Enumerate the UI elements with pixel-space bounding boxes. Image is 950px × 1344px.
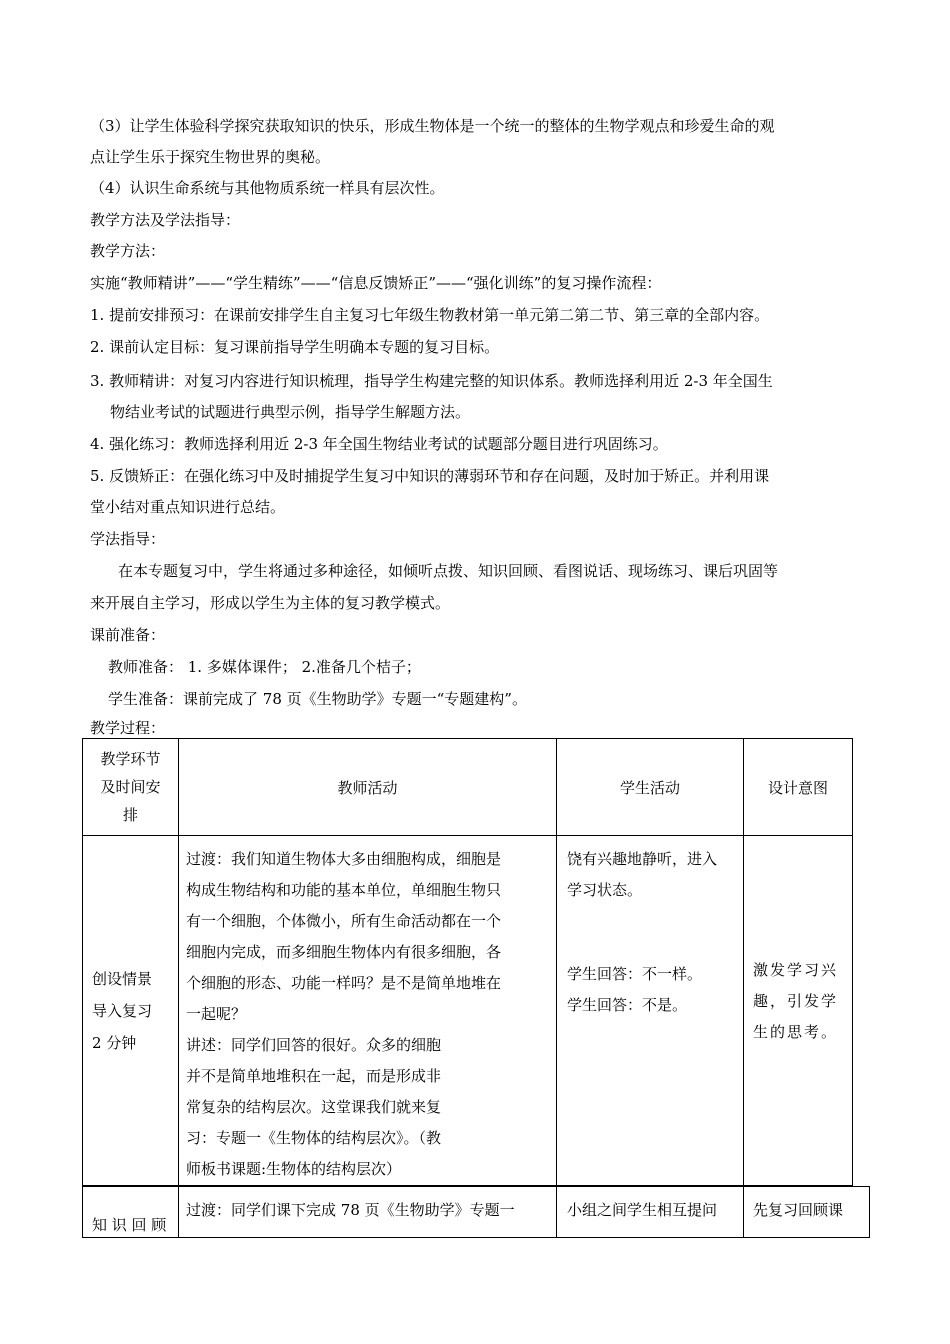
p16-heading: 教学过程： [90,719,166,737]
header-stage-line: 排 [122,806,138,824]
teacher-line: 细胞内完成，而多细胞生物体内有很多细胞，各 [186,943,502,961]
p7: 2. 课前认定目标：复习课前指导学生明确本专题的复习目标。 [90,338,500,356]
teacher-line: 过渡：我们知道生物体大多由细胞构成，细胞是 [186,850,502,868]
p11-heading: 学法指导： [90,530,166,548]
lesson-process-table-row2 [82,1186,870,1238]
intent-line: 趣，引发学 [753,992,839,1010]
p5: 实施“教师精讲”——“学生精练”——“信息反馈矫正”——“强化训练”的复习操作流程： [90,274,662,292]
header-stage-line: 及时间安 [100,778,161,796]
p1-cont: 点让学生乐于探究生物世界的奥秘。 [90,148,331,166]
design-intent-cell: 先复习回顾课 [744,1187,870,1238]
student-line: 学生回答：不是。 [567,996,688,1014]
stage-line: 创设情景 [92,969,153,988]
p10: 5. 反馈矫正：在强化练习中及时捕捉学生复习中知识的薄弱环节和存在问题，及时加于矫正。并利用课 [90,467,770,485]
teacher-line: 个细胞的形态、功能一样吗？是不是简单地堆在 [186,974,502,992]
p8-cont: 物结业考试的试题进行典型示例，指导学生解题方法。 [110,403,471,421]
stage-cell: 知 识 回 顾 [83,1187,179,1238]
intent-line: 激发学习兴 [753,961,839,979]
p12: 在本专题复习中，学生将通过多种途径，如倾听点拨、知识回顾、看图说话、现场练习、课后巩固等 [118,562,779,580]
stage-line: 2 分钟 [92,1033,137,1052]
teacher-activity-cell: 过渡：同学们课下完成 78 页《生物助学》专题一 [179,1187,557,1238]
student-line: 学习状态。 [567,881,643,899]
p15: 学生准备：课前完成了 78 页《生物助学》专题一“专题建构”。 [108,690,527,708]
lesson-process-table [82,738,853,1186]
teacher-line: 常复杂的结构层次。这堂课我们就来复 [186,1098,442,1116]
p8: 3. 教师精讲：对复习内容进行知识梳理，指导学生构建完整的知识体系。教师选择利用近 2-3 年全国生 [90,372,773,390]
p10-cont: 堂小结对重点知识进行总结。 [90,498,286,516]
teacher-line: 师板书课题:生物体的结构层次） [186,1160,402,1178]
table-row [83,1187,870,1238]
header-teacher-activity: 教师活动 [179,739,557,836]
teacher-line: 一起呢？ [186,1005,247,1023]
table-header-row [83,739,853,836]
table-row [83,836,853,1186]
teacher-line: 习：专题一《生物体的结构层次》。（教 [186,1129,442,1147]
teacher-line: 构成生物结构和功能的基本单位，单细胞生物只 [186,881,502,899]
student-line: 饶有兴趣地静听，进入 [567,850,718,868]
header-stage [83,739,179,836]
p12-cont: 来开展自主学习，形成以学生为主体的复习教学模式。 [90,594,451,612]
p2: （4）认识生命系统与其他物质系统一样具有层次性。 [90,179,445,197]
p6: 1. 提前安排预习：在课前安排学生自主复习七年级生物教材第一单元第二第二节、第三章的全部内容。 [90,306,770,324]
teacher-activity-cell [179,836,557,1186]
p14: 教师准备： 1. 多媒体课件； 2.准备几个桔子； [108,658,421,676]
student-line: 学生回答：不一样。 [567,965,703,983]
design-intent-cell [744,836,853,1186]
p3-heading: 教学方法及学法指导： [90,211,241,229]
header-design-intent: 设计意图 [744,739,853,836]
intent-line: 生的思考。 [753,1023,839,1041]
student-activity-cell: 小组之间学生相互提问 [557,1187,744,1238]
p1: （3）让学生体验科学探究获取知识的快乐，形成生物体是一个统一的整体的生物学观点和珍爱生命的观 [90,117,775,135]
p9: 4. 强化练习：教师选择利用近 2-3 年全国生物结业考试的试题部分题目进行巩固练习。 [90,435,668,453]
stage-line: 导入复习 [92,1001,153,1020]
teacher-line: 有一个细胞，个体微小，所有生命活动都在一个 [186,912,502,930]
teacher-line: 并不是简单地堆积在一起，而是形成非 [186,1067,442,1085]
student-activity-cell [557,836,744,1186]
teacher-line: 讲述：同学们回答的很好。众多的细胞 [186,1036,442,1054]
header-stage-line: 教学环节 [100,750,161,768]
p13-heading: 课前准备： [90,626,166,644]
p4-heading: 教学方法： [90,242,166,260]
stage-cell [83,836,179,1186]
header-student-activity: 学生活动 [557,739,744,836]
